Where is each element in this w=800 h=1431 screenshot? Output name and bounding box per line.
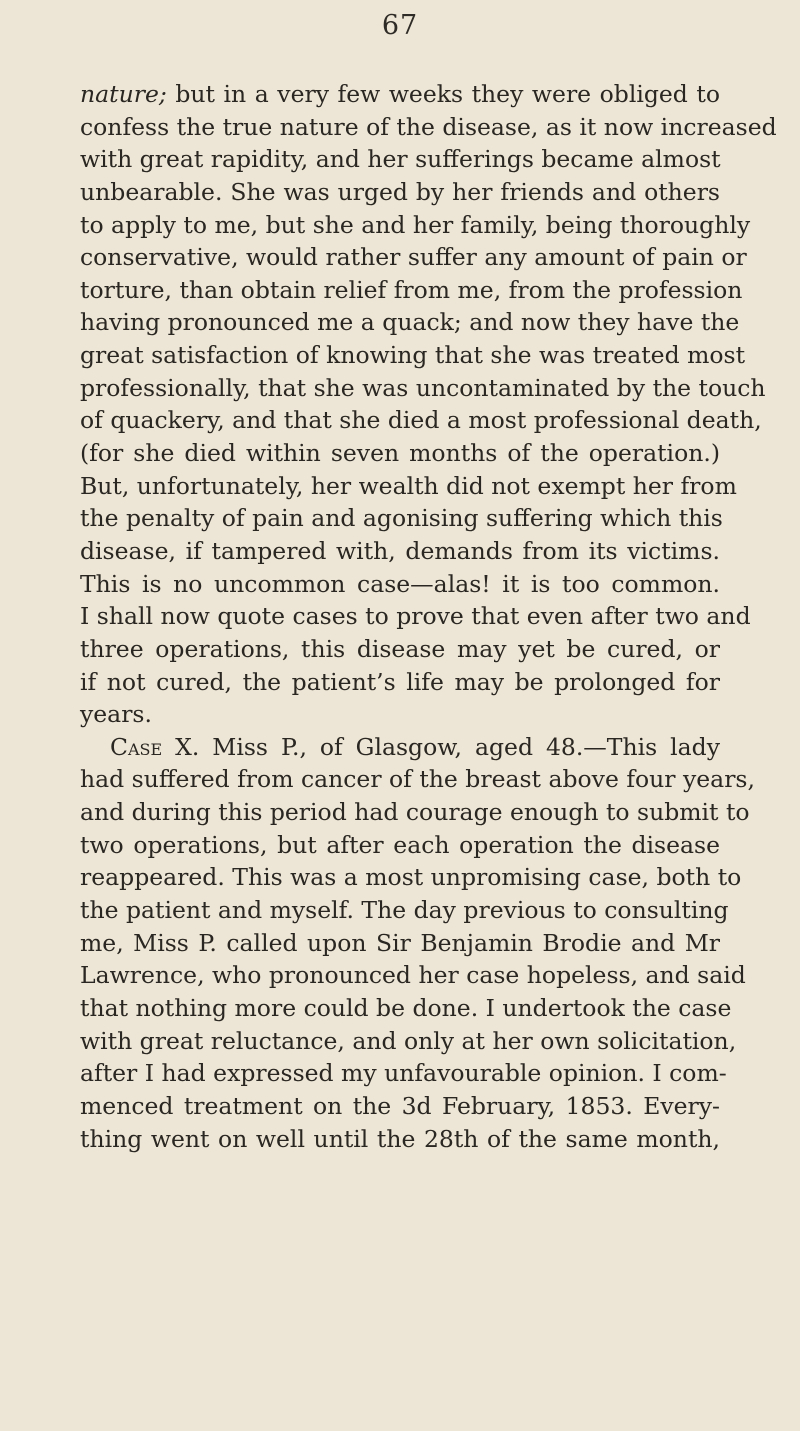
text-line	[80, 600, 751, 633]
line-text: disease, if tampered with, demands from its victims.	[80, 536, 720, 565]
text-line	[80, 111, 777, 144]
text-line	[80, 209, 751, 242]
text-line	[80, 502, 723, 535]
text-line	[80, 372, 766, 405]
line-text: if not cured, the patient’s life may be prolonged for	[80, 667, 720, 696]
line-text: torture, than obtain relief from me, from the profession	[80, 275, 743, 304]
text-line	[80, 731, 720, 764]
line-text: confess the true nature of the disease, as it now increased	[80, 112, 777, 141]
text-line	[80, 535, 720, 568]
line-text: menced treatment on the 3d February, 1853. Every-	[80, 1091, 720, 1120]
text-line	[80, 568, 720, 601]
line-text: two operations, but after each operation the disease	[80, 830, 720, 859]
text-line	[80, 143, 720, 176]
text-line	[80, 339, 746, 372]
line-text: of quackery, and that she died a most professional death,	[80, 406, 762, 435]
line-text: This is no uncommon case—alas! it is too common.	[80, 569, 720, 598]
line-text: having pronounced me a quack; and now they have the	[80, 308, 740, 337]
line-text: Lawrence, who pronounced her case hopeless, and said	[80, 961, 746, 990]
line-text: but in a very few weeks they were obliged to	[166, 80, 720, 108]
page-number: 67	[381, 10, 419, 41]
text-line	[80, 633, 720, 666]
line-text: and during this period had courage enough to submit to	[80, 798, 750, 827]
line-text: reappeared. This was a most unpromising case, both to	[80, 863, 742, 892]
text-line	[80, 470, 737, 503]
line-text: had suffered from cancer of the breast above four years,	[80, 765, 755, 794]
line-text: the patient and myself. The day previous to consulting	[80, 896, 729, 925]
text-line	[80, 1123, 720, 1156]
line-text: I shall now quote cases to prove that even after two and	[80, 602, 751, 631]
line-text: (for she died within seven months of the operation.)	[80, 439, 720, 468]
line-text: unbearable. She was urged by her friends and others	[80, 177, 720, 206]
line-text: to apply to me, but she and her family, being thoroughly	[80, 210, 751, 239]
text-line	[80, 666, 720, 699]
text-line	[80, 796, 750, 829]
line-text: me, Miss P. called upon Sir Benjamin Brodie and Mr	[80, 928, 720, 957]
text-line	[80, 404, 762, 437]
text-line	[80, 1090, 720, 1123]
line-text: that nothing more could be done. I undertook the case	[80, 993, 732, 1022]
text-line	[80, 861, 742, 894]
line-text: the penalty of pain and agonising suffering which this	[80, 504, 723, 533]
text-line	[80, 241, 747, 274]
text-line	[80, 78, 720, 111]
italic-word: nature;	[80, 80, 167, 108]
line-text: three operations, this disease may yet be cured, or	[80, 634, 720, 663]
text-line	[80, 894, 729, 927]
text-line	[80, 1025, 737, 1058]
text-line	[80, 763, 755, 796]
text-line	[80, 1057, 727, 1090]
line-text: with great reluctance, and only at her own solicitation,	[80, 1026, 737, 1055]
text-line	[80, 437, 720, 470]
line-text: great satisfaction of knowing that she was treated most	[80, 341, 746, 370]
case-label: Case	[110, 732, 163, 761]
text-line	[80, 927, 720, 960]
line-text: after I had expressed my unfavourable opinion. I com-	[80, 1059, 727, 1088]
line-text: conservative, would rather suffer any amount of pain or	[80, 243, 747, 272]
line-text: with great rapidity, and her sufferings became almost	[80, 145, 721, 174]
text-line	[80, 992, 732, 1025]
text-line	[80, 306, 740, 339]
body-text	[80, 78, 777, 1155]
text-line	[80, 829, 720, 862]
line-text: professionally, that she was uncontaminated by the touch	[80, 373, 766, 402]
line-text: But, unfortunately, her wealth did not exempt her from	[80, 471, 737, 500]
line-text: thing went on well until the 28th of the same month,	[80, 1124, 720, 1153]
text-line	[80, 176, 720, 209]
line-text: Case X. Miss P., of Glasgow, aged 48.—This lady	[110, 732, 720, 761]
text-line	[80, 959, 746, 992]
line-text: years.	[80, 700, 152, 729]
text-line	[80, 698, 720, 731]
text-line	[80, 274, 743, 307]
